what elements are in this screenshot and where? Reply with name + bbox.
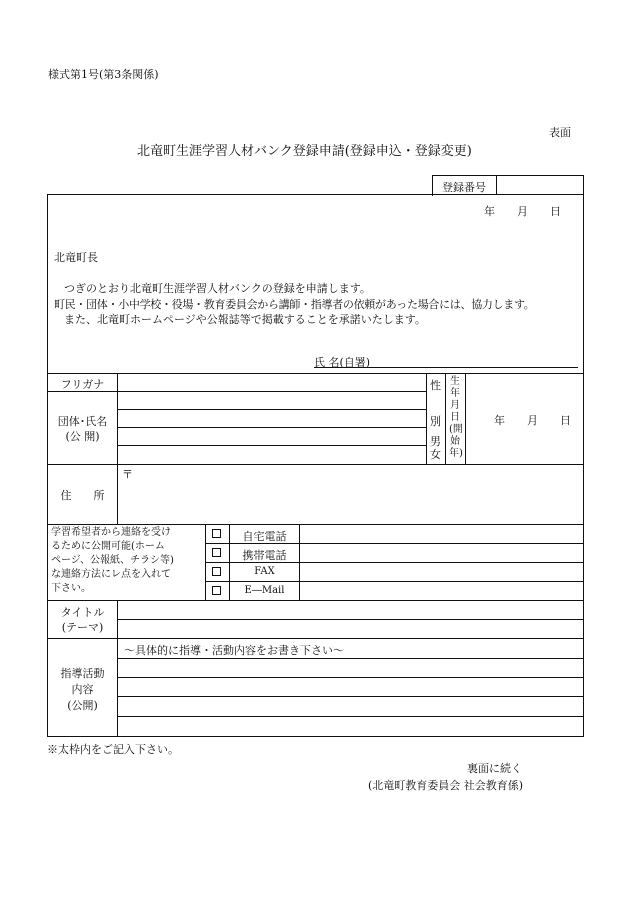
contact-instruction <box>51 526 174 596</box>
side-label: 表面 <box>549 126 571 139</box>
home-phone-field[interactable] <box>302 526 580 541</box>
fax-checkbox[interactable] <box>212 567 221 576</box>
home-phone-label: 自宅電話 <box>242 530 287 543</box>
declaration-line-3: また、北竜町ホームページや公報誌等で掲載することを承諾いたします。 <box>64 313 426 326</box>
activity-label: 指導活動 <box>60 667 105 680</box>
furigana-label: フリガナ <box>60 378 105 391</box>
name-public-label: (公 開) <box>65 430 100 443</box>
activity-field[interactable] <box>120 660 580 734</box>
theme-label: タイトル <box>60 606 105 619</box>
mobile-phone-field[interactable] <box>302 545 580 560</box>
birth-date-label: 生年月日(開始年) <box>449 376 463 459</box>
name-field[interactable] <box>120 394 423 462</box>
fax-label: FAX <box>254 566 275 577</box>
signature-field[interactable] <box>385 352 575 367</box>
contact-instruction-line: 学習希望者から連絡を受け <box>51 527 171 538</box>
address-field[interactable] <box>138 467 578 521</box>
activity-sub-label: 内容 <box>71 683 94 696</box>
email-checkbox[interactable] <box>212 586 221 595</box>
signature-label: 氏 名(自署) <box>314 356 371 369</box>
sex-option-male[interactable]: 男 <box>430 435 441 448</box>
contact-instruction-line: な連絡方法にレ点を入れて <box>51 569 171 580</box>
mobile-phone-label: 携帯電話 <box>242 549 287 562</box>
declaration-line-1: つぎのとおり北竜町生涯学習人材バンクの登録を申請します。 <box>64 282 371 295</box>
address-label: 住 所 <box>60 489 105 502</box>
declaration-line-2: 町民・団体・小中学校・役場・教育委員会から講師・指導者の依頼があった場合には、協力します。 <box>54 298 535 311</box>
furigana-field[interactable] <box>120 376 423 390</box>
sex-label-1: 性 <box>430 379 441 392</box>
name-label: 団体･氏名 <box>57 415 108 428</box>
activity-public-label: (公開) <box>67 699 98 712</box>
postal-mark: 〒 <box>122 468 133 481</box>
form-number: 様式第1号(第3条関係) <box>48 68 159 81</box>
page-title: 北竜町生涯学習人材バンク登録申請(登録申込・登録変更) <box>137 144 472 159</box>
registration-number-field[interactable] <box>500 178 580 194</box>
continued-label: 裏面に続く <box>467 762 522 775</box>
addressee: 北竜町長 <box>54 251 98 264</box>
registration-number-label: 登録番号 <box>442 181 486 194</box>
issuer-label: (北竜町教育委員会 社会教育係) <box>368 779 524 792</box>
sex-label-2: 別 <box>430 415 441 428</box>
fax-field[interactable] <box>302 564 580 579</box>
email-label: E―Mail <box>244 585 285 596</box>
signature-line <box>314 367 578 368</box>
sex-option-female[interactable]: 女 <box>430 448 441 461</box>
footnote: ※太枠内をご記入下さい。 <box>47 743 179 756</box>
home-phone-checkbox[interactable] <box>212 529 221 538</box>
mobile-phone-checkbox[interactable] <box>212 548 221 557</box>
theme-sub-label: (テーマ) <box>61 621 104 634</box>
application-date: 年 月 日 <box>484 205 561 218</box>
theme-field[interactable] <box>120 602 580 636</box>
activity-hint: ～具体的に指導・活動内容をお書き下さい～ <box>124 644 344 657</box>
contact-instruction-line: るために公開可能(ホーム <box>51 541 165 552</box>
contact-instruction-line: 下さい。 <box>51 583 91 594</box>
email-field[interactable] <box>302 583 580 598</box>
birth-date-field[interactable]: 年 月 日 <box>494 414 571 427</box>
contact-instruction-line: ページ、公報紙、チラシ等) <box>51 555 174 566</box>
